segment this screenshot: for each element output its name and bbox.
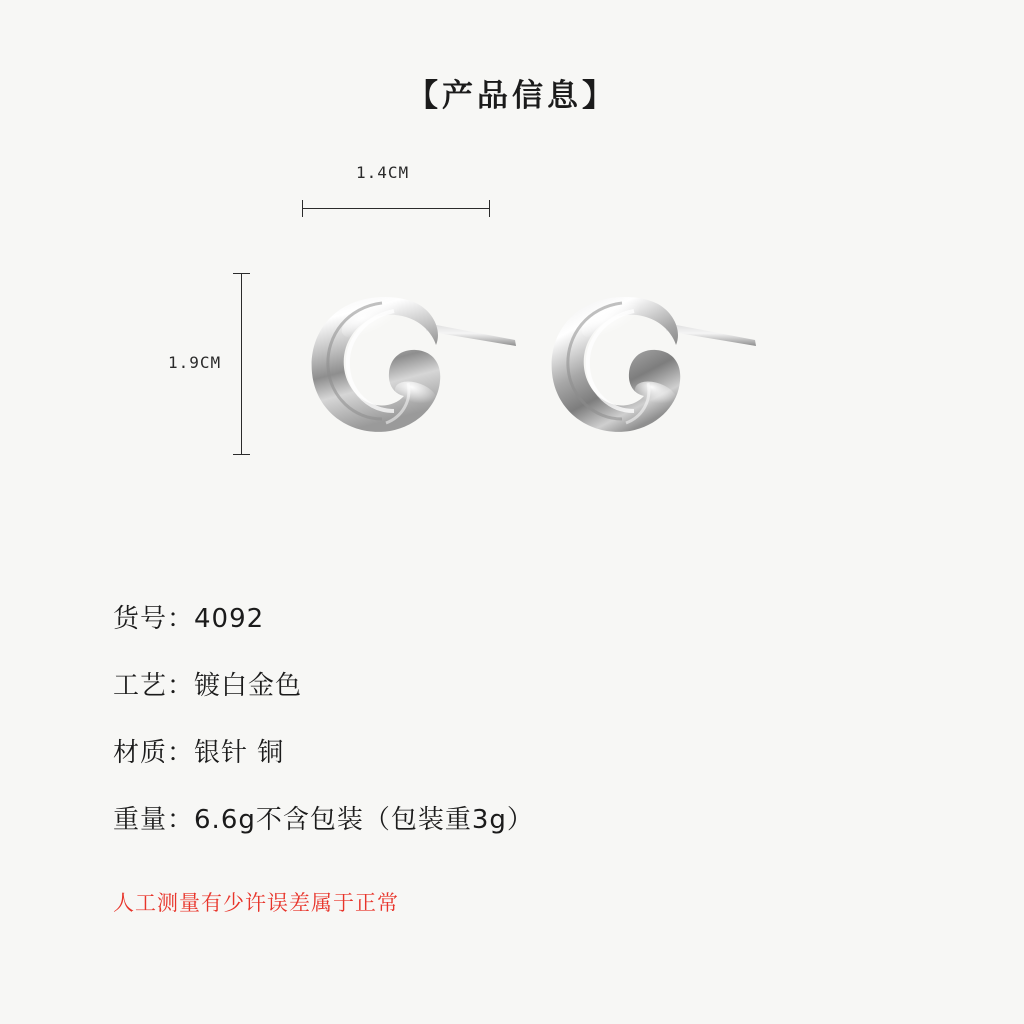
height-dimension-label: 1.9CM xyxy=(168,353,222,372)
height-dimension-cap-top xyxy=(233,273,250,274)
width-dimension-cap-right xyxy=(489,200,490,217)
page-title: 【产品信息】 xyxy=(407,78,617,114)
spec-label-process: 工艺： xyxy=(113,671,195,701)
height-dimension-cap-bottom xyxy=(233,454,250,455)
width-dimension-cap-left xyxy=(302,200,303,217)
width-dimension-line xyxy=(302,208,490,209)
spec-value-material: 银针 铜 xyxy=(194,738,285,768)
spec-label-material: 材质： xyxy=(113,738,195,768)
spec-row xyxy=(113,598,933,635)
spec-list xyxy=(113,598,933,866)
width-dimension-label: 1.4CM xyxy=(356,163,410,182)
earring-right xyxy=(552,296,756,432)
spec-value-item-no: 4092 xyxy=(194,604,265,634)
spec-label-weight: 重量： xyxy=(113,805,195,835)
spec-row xyxy=(113,665,933,702)
spec-row xyxy=(113,799,933,836)
spec-label-item-no: 货号： xyxy=(113,604,195,634)
product-image xyxy=(290,255,810,485)
spec-row xyxy=(113,732,933,769)
height-dimension-line xyxy=(241,273,242,454)
measurement-note: 人工测量有少许误差属于正常 xyxy=(113,891,399,915)
earring-left xyxy=(312,296,516,432)
spec-value-weight: 6.6g不含包装（包装重3g） xyxy=(194,805,534,835)
spec-value-process: 镀白金色 xyxy=(194,671,303,701)
